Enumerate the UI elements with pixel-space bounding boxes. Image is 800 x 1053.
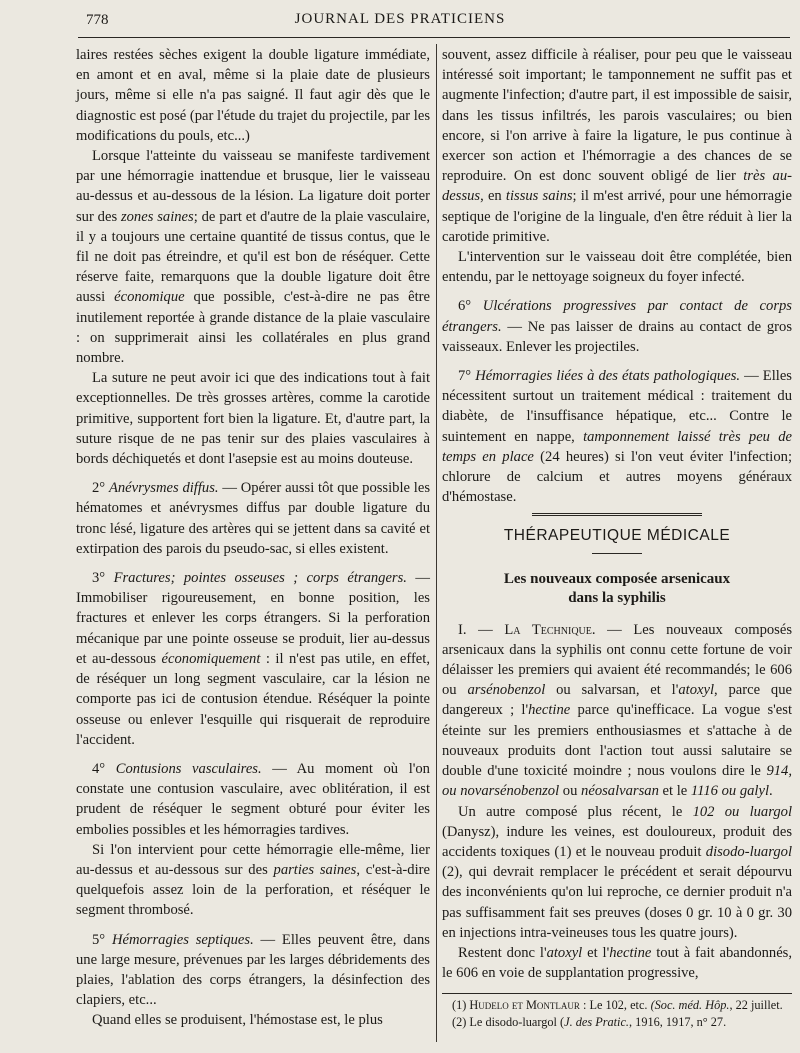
paragraph: laires restées sèches exigent la double ligature immédiate, en amont et en aval, même si la plaie date de plusieurs jours, même si elle n'a pas saigné. Il faut agir dès que le diagnostic est posé (par l'étude du trajet du projectile, par les modifications du pouls, etc...) <box>76 47 430 144</box>
paragraph: I. — La Technique. — Les nouveaux composés arsenicaux dans la syphilis ont connu cette fortune de voir délaisser les premiers qui avaient été recommandés; le 606 ou arsénobenzol ou salvarsan, et l'atoxyl, parce que dangereux ; l'hectine parce qu'inefficace. La vogue s'est éteinte sur les premiers enthousiasmes et s'attache à de nouveaux produits dont l'action tout aussi salutaire se double d'une toxicité moindre ; nous voulons dire le 914, ou novarsénobenzol ou néosalvarsan et le 1116 ou galyl. <box>442 621 793 800</box>
paragraph: 7° Hémorragies liées à des états pathologiques. — Elles nécessitent surtout un traitement médical : traitement du diabète, de l'insuffisance hépatique, etc... Contre le suintement en nappe, tamponnement laissé très peu de temps en place (24 heures) si l'on veut éviter l'infection; chlorure de calcium et autres moyens généraux d'hémostase. <box>442 368 792 506</box>
paragraph: 3° Fractures; pointes osseuses ; corps étrangers. — Immobiliser rigoureusement, en bonne position, les fractures et enlever les corps étrangers. Si la perforation mécanique par une pointe osseuse se produit, lier au-dessus et au-dessous économiquement : il n'est pas utile, en effet, de réséquer un long segment vasculaire, car la lésion ne comporte pas ici de contusion étendue. Réséquer la pointe osseuse ou enlever l'esquille qui risquerait de reproduire l'accident. <box>76 570 430 748</box>
section-rule <box>532 513 702 518</box>
footnote: (2) Le disodo-luargol (J. des Pratic., 1916, 1917, n° 27. <box>452 1015 727 1030</box>
paragraph: Restent donc l'atoxyl et l'hectine tout à fait abandonnés, le 606 en voie de supplantation progressive, <box>442 944 793 982</box>
paragraph: L'intervention sur le vaisseau doit être complétée, bien entendu, par le nettoyage soigneux du foyer infecté. <box>442 249 792 286</box>
paragraph: 5° Hémorragies septiques. — Elles peuvent être, dans une large mesure, prévenues par les larges débridements des plaies, l'ablation des corps étrangers, la désinfection des clapiers, etc... <box>76 931 430 1009</box>
column-divider <box>436 44 437 1042</box>
paragraph: Lorsque l'atteinte du vaisseau se manifeste tardivement par une hémorragie inattendue et brusque, lier le vaisseau au-dessus et au-dessous de la lésion. La ligature doit porter sur des zones saines; de part et d'autre de la plaie vasculaire, il y a toujours une certaine quantité de tissus contus, que le fil ne doit pas étreindre, et qu'il est bon de réséquer. Cette réserve faite, remarquons que la double ligature doit être aussi économique que possible, c'est-à-dire ne pas être inutilement reportée à grande distance de la plaie vasculaire : on supprimerait ainsi les collatérales en plus grand nombre. <box>76 148 430 367</box>
paragraph: 2° Anévrysmes diffus. — Opérer aussi tôt que possible les hématomes et anévrysmes diffus par double ligature du tronc lésé, ligature des artères qui se jettent dans sa cavité et extirpation des parois du pseudo-sac, si elles existent. <box>76 480 430 557</box>
paragraph: Un autre composé plus récent, le 102 ou luargol (Danysz), indure les veines, est douloureux, produit des accidents toxiques (1) et le nouveau produit disodo-luargol (2), qui devrait remplacer le précédent et serait dépourvu des inconvénients qu'on lui reproche, ce dernier produit n'a pas suffisamment fait ses preuves (doses 0 gr. 10 à 0 gr. 30 en injections intra-veineuses tous les quatre jours). <box>442 803 793 941</box>
section-underline <box>592 553 642 554</box>
header-rule <box>78 37 790 38</box>
section-title: THÉRAPEUTIQUE MÉDICALE <box>503 527 731 545</box>
paragraph: Si l'on intervient pour cette hémorragie elle-même, lier au-dessus et au-dessous sur des parties saines, c'est-à-dire quelquefois assez loin de la perforation, et réséquer le segment thrombosé. <box>76 841 430 919</box>
footnote: (1) Hudelo et Montlaur : Le 102, etc. (Soc. méd. Hôp., 22 juillet. <box>452 998 783 1013</box>
page-header <box>0 0 800 44</box>
paragraph: La suture ne peut avoir ici que des indications tout à fait exceptionnelles. De très grosses artères, comme la carotide primitive, supportent fort bien la ligature. Et, d'autre part, la suture risque de ne pas tenir sur des plaies vasculaires à bords déchiquetés et dont l'asepsie est au moins douteuse. <box>76 370 430 468</box>
paragraph: Quand elles se produisent, l'hémostase est, le plus <box>92 1012 383 1029</box>
paragraph: souvent, assez difficile à réaliser, pour peu que le vaisseau intéressé soit important; le tamponnement ne suffit pas et augmente l'infection; d'autre part, il est impossible de saisir, dans les tissus infiltrés, les parois vasculaires; ou bien encore, si l'on arrive à faire la ligature, le pus continue à exercer son action et l'hémorragie a des chances de se reproduire. On est donc souvent obligé de lier très au-dessus, en tissus sains; il m'est arrivé, pour une hémorragie septique de l'origine de la linguale, d'en être réduit à lier la carotide primitive. <box>442 47 793 245</box>
page-number: 778 <box>86 12 109 28</box>
paragraph: 6° Ulcérations progressives par contact de corps étrangers. — Ne pas laisser de drains au contact de gros vaisseaux. Enlever les projectiles. <box>442 298 792 355</box>
left-column <box>76 45 430 1031</box>
article-title: Les nouveaux composée arsenicaux dans la syphilis <box>503 570 731 606</box>
footnotes <box>442 993 792 1031</box>
journal-title: JOURNAL DES PRATICIENS <box>294 11 506 27</box>
paragraph: 4° Contusions vasculaires. — Au moment où l'on constate une contusion vasculaire, avec oblitération, il est prudent de réséquer le segment obturé pour éviter les embolies possibles et les hémorragies tardives. <box>76 760 430 838</box>
right-column <box>442 45 792 1031</box>
